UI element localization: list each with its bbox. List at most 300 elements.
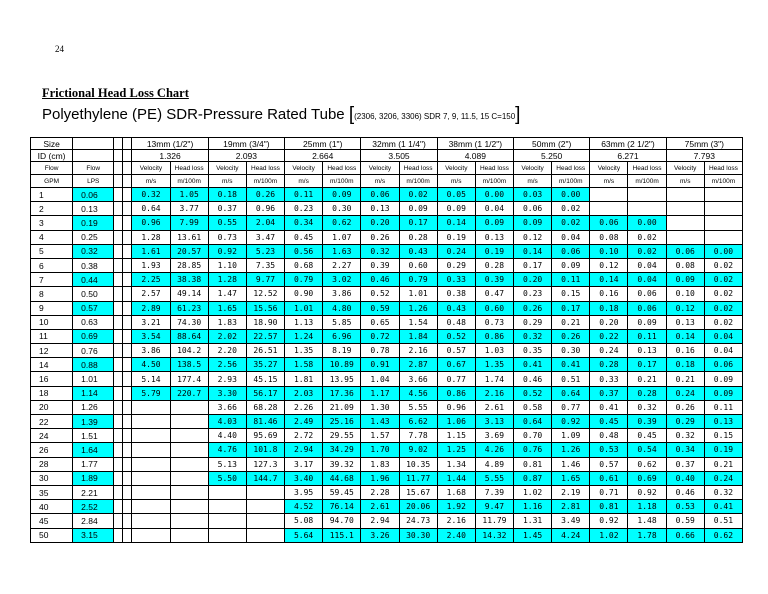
headloss-cell: 2.27: [323, 258, 361, 272]
headloss-cell: 0.30: [552, 344, 590, 358]
headloss-cell: 0.02: [552, 216, 590, 230]
pipe-size-header: 19mm (3/4"): [208, 138, 284, 150]
velocity-cell: 0.52: [361, 287, 399, 301]
headloss-cell: 0.15: [552, 287, 590, 301]
velocity-cell: 0.57: [437, 344, 475, 358]
velocity-header: Velocity: [132, 162, 170, 175]
velocity-cell: 1.34: [437, 457, 475, 471]
velocity-cell: 1.61: [132, 244, 170, 258]
velocity-cell: 0.46: [514, 372, 552, 386]
headloss-cell: 2.61: [475, 400, 513, 414]
velocity-unit: m/s: [666, 175, 704, 188]
velocity-cell: 0.71: [590, 485, 628, 499]
spacer-cell: [123, 244, 132, 258]
chart-title: Frictional Head Loss Chart: [42, 86, 189, 100]
headloss-cell: 0.19: [475, 244, 513, 258]
velocity-cell: 2.16: [437, 514, 475, 528]
gpm-cell: 10: [31, 315, 73, 329]
headloss-cell: 3.13: [475, 415, 513, 429]
lps-cell: 1.26: [73, 400, 114, 414]
velocity-cell: 2.02: [208, 329, 246, 343]
headloss-cell: 1.03: [475, 344, 513, 358]
velocity-cell: 0.33: [437, 273, 475, 287]
velocity-cell: 0.46: [666, 485, 704, 499]
headloss-cell: 0.21: [628, 372, 666, 386]
velocity-unit: m/s: [285, 175, 323, 188]
headloss-cell: [170, 429, 208, 443]
headloss-cell: 7.78: [399, 429, 437, 443]
spacer-cell: [114, 415, 123, 429]
headloss-cell: 1.65: [552, 471, 590, 485]
pipe-size-header: 38mm (1 1/2"): [437, 138, 513, 150]
headloss-cell: 0.86: [475, 329, 513, 343]
velocity-cell: 1.30: [361, 400, 399, 414]
pipe-size-header: 50mm (2"): [514, 138, 590, 150]
headloss-unit: m/100m: [704, 175, 742, 188]
headloss-cell: 0.26: [552, 329, 590, 343]
spacer-cell: [123, 287, 132, 301]
gpm-label: GPM: [31, 175, 73, 188]
header-blank: [114, 138, 123, 150]
velocity-cell: 1.28: [132, 230, 170, 244]
spacer-cell: [123, 485, 132, 499]
gpm-cell: 22: [31, 415, 73, 429]
headloss-cell: 144.7: [246, 471, 284, 485]
spacer-cell: [123, 188, 132, 202]
headloss-cell: [246, 528, 284, 542]
pipe-id-value: 1.326: [132, 150, 208, 162]
table-row: [31, 358, 743, 372]
velocity-cell: 2.94: [361, 514, 399, 528]
spacer-cell: [114, 500, 123, 514]
table-row: [31, 273, 743, 287]
velocity-cell: 0.24: [590, 344, 628, 358]
velocity-cell: 2.61: [361, 500, 399, 514]
headloss-cell: 0.30: [323, 202, 361, 216]
velocity-cell: 0.81: [590, 500, 628, 514]
headloss-cell: 3.86: [323, 287, 361, 301]
velocity-cell: 0.53: [666, 500, 704, 514]
velocity-cell: 0.34: [285, 216, 323, 230]
velocity-cell: 0.06: [666, 244, 704, 258]
table-row: [31, 443, 743, 457]
headloss-cell: 4.24: [552, 528, 590, 542]
table-row: [31, 344, 743, 358]
velocity-cell: [666, 202, 704, 216]
velocity-cell: [132, 485, 170, 499]
headloss-cell: 0.64: [552, 386, 590, 400]
velocity-cell: [132, 514, 170, 528]
velocity-cell: 2.26: [285, 400, 323, 414]
headloss-cell: 0.92: [628, 485, 666, 499]
headloss-cell: 0.13: [475, 230, 513, 244]
lps-cell: 0.69: [73, 329, 114, 343]
table-row: [31, 528, 743, 542]
headloss-cell: 29.55: [323, 429, 361, 443]
spacer-cell: [114, 258, 123, 272]
spacer-cell: [114, 528, 123, 542]
velocity-cell: 0.57: [590, 457, 628, 471]
spacer-cell: [123, 457, 132, 471]
headloss-cell: 0.00: [475, 188, 513, 202]
velocity-cell: 0.96: [437, 400, 475, 414]
headloss-cell: 0.09: [552, 258, 590, 272]
velocity-cell: 1.31: [514, 514, 552, 528]
velocity-cell: 0.33: [590, 372, 628, 386]
velocity-cell: 0.26: [361, 230, 399, 244]
headloss-cell: 10.35: [399, 457, 437, 471]
headloss-cell: 0.09: [704, 372, 742, 386]
velocity-cell: 3.26: [361, 528, 399, 542]
headloss-cell: 0.04: [475, 202, 513, 216]
headloss-cell: 0.13: [704, 415, 742, 429]
headloss-cell: 0.15: [704, 429, 742, 443]
headloss-header: Head loss: [323, 162, 361, 175]
headloss-cell: 127.3: [246, 457, 284, 471]
headloss-cell: 2.16: [399, 344, 437, 358]
velocity-cell: 5.50: [208, 471, 246, 485]
headloss-cell: 7.35: [246, 258, 284, 272]
lps-cell: 2.52: [73, 500, 114, 514]
velocity-cell: 1.47: [208, 287, 246, 301]
headloss-cell: 12.52: [246, 287, 284, 301]
velocity-cell: 0.18: [590, 301, 628, 315]
velocity-cell: 2.94: [285, 443, 323, 457]
headloss-cell: 3.66: [399, 372, 437, 386]
velocity-cell: [590, 188, 628, 202]
spacer-cell: [123, 400, 132, 414]
velocity-cell: 0.91: [361, 358, 399, 372]
spacer-cell: [123, 344, 132, 358]
velocity-cell: 0.77: [437, 372, 475, 386]
velocity-cell: [208, 514, 246, 528]
headloss-cell: 0.09: [628, 315, 666, 329]
velocity-cell: 0.37: [208, 202, 246, 216]
velocity-cell: 1.04: [361, 372, 399, 386]
headloss-unit: m/100m: [628, 175, 666, 188]
gpm-cell: 2: [31, 202, 73, 216]
headloss-cell: [170, 471, 208, 485]
gpm-cell: 1: [31, 188, 73, 202]
velocity-cell: [590, 202, 628, 216]
velocity-header: Velocity: [361, 162, 399, 175]
headloss-unit: m/100m: [475, 175, 513, 188]
subtitle-main: Polyethylene (PE) SDR-Pressure Rated Tube: [42, 106, 349, 123]
gpm-cell: 9: [31, 301, 73, 315]
velocity-cell: 1.70: [361, 443, 399, 457]
headloss-cell: 9.02: [399, 443, 437, 457]
headloss-cell: 0.06: [704, 358, 742, 372]
lps-cell: 1.14: [73, 386, 114, 400]
headloss-cell: 0.04: [704, 344, 742, 358]
table-row: [31, 315, 743, 329]
headloss-cell: 61.23: [170, 301, 208, 315]
headloss-cell: 11.77: [399, 471, 437, 485]
headloss-header: Head loss: [246, 162, 284, 175]
velocity-header: Velocity: [590, 162, 628, 175]
headloss-cell: 220.7: [170, 386, 208, 400]
spacer-cell: [114, 244, 123, 258]
headloss-cell: 0.04: [628, 273, 666, 287]
headloss-cell: 6.62: [399, 415, 437, 429]
table-row: [31, 386, 743, 400]
velocity-cell: 0.59: [361, 301, 399, 315]
velocity-cell: [132, 528, 170, 542]
headloss-cell: 0.09: [475, 216, 513, 230]
headloss-cell: 2.19: [552, 485, 590, 499]
lps-cell: 0.38: [73, 258, 114, 272]
velocity-cell: 0.58: [514, 400, 552, 414]
spacer-cell: [123, 500, 132, 514]
headloss-cell: 2.81: [552, 500, 590, 514]
headloss-cell: 0.00: [628, 216, 666, 230]
table-row: [31, 485, 743, 499]
headloss-cell: 1.18: [628, 500, 666, 514]
velocity-cell: [132, 471, 170, 485]
velocity-cell: [132, 415, 170, 429]
spacer-cell: [114, 514, 123, 528]
velocity-cell: 1.17: [361, 386, 399, 400]
velocity-cell: 0.52: [514, 386, 552, 400]
header-blank: [114, 150, 123, 162]
headloss-unit: m/100m: [552, 175, 590, 188]
velocity-cell: 1.83: [361, 457, 399, 471]
headloss-cell: 30.30: [399, 528, 437, 542]
velocity-cell: 1.96: [361, 471, 399, 485]
velocity-cell: 4.50: [132, 358, 170, 372]
headloss-cell: 0.51: [552, 372, 590, 386]
velocity-cell: 0.92: [590, 514, 628, 528]
velocity-cell: 0.53: [590, 443, 628, 457]
velocity-cell: 0.64: [514, 415, 552, 429]
velocity-cell: 2.40: [437, 528, 475, 542]
velocity-cell: 0.14: [437, 216, 475, 230]
velocity-cell: 1.92: [437, 500, 475, 514]
headloss-cell: 4.89: [475, 457, 513, 471]
table-row: [31, 429, 743, 443]
gpm-cell: 6: [31, 258, 73, 272]
size-label: Size: [31, 138, 73, 150]
velocity-cell: [132, 429, 170, 443]
spacer-cell: [114, 216, 123, 230]
headloss-cell: 0.04: [552, 230, 590, 244]
velocity-cell: [132, 443, 170, 457]
velocity-cell: 1.68: [437, 485, 475, 499]
velocity-cell: 0.41: [590, 400, 628, 414]
header-blank: [123, 138, 132, 150]
table-row: [31, 258, 743, 272]
headloss-cell: 45.15: [246, 372, 284, 386]
velocity-cell: 0.26: [514, 301, 552, 315]
headloss-cell: 3.02: [323, 273, 361, 287]
velocity-cell: 3.30: [208, 386, 246, 400]
gpm-cell: 45: [31, 514, 73, 528]
headloss-cell: 7.99: [170, 216, 208, 230]
headloss-cell: [170, 400, 208, 414]
velocity-cell: 0.59: [666, 514, 704, 528]
headloss-cell: 49.14: [170, 287, 208, 301]
headloss-cell: 0.21: [552, 315, 590, 329]
headloss-cell: [170, 528, 208, 542]
headloss-cell: 0.00: [552, 188, 590, 202]
headloss-cell: 0.02: [628, 230, 666, 244]
headloss-cell: 0.62: [704, 528, 742, 542]
lps-cell: 1.64: [73, 443, 114, 457]
headloss-header: Head loss: [170, 162, 208, 175]
table-row: [31, 202, 743, 216]
velocity-cell: 1.10: [208, 258, 246, 272]
velocity-cell: 0.17: [514, 258, 552, 272]
velocity-cell: [132, 500, 170, 514]
headloss-cell: 0.28: [399, 230, 437, 244]
table-row: [31, 372, 743, 386]
headloss-header: Head loss: [704, 162, 742, 175]
velocity-cell: 0.73: [208, 230, 246, 244]
velocity-cell: 0.32: [514, 329, 552, 343]
velocity-cell: 0.10: [590, 244, 628, 258]
headloss-cell: 0.11: [628, 329, 666, 343]
velocity-cell: 0.06: [590, 216, 628, 230]
spacer-cell: [114, 485, 123, 499]
spacer-cell: [114, 471, 123, 485]
velocity-header: Velocity: [437, 162, 475, 175]
velocity-cell: 0.39: [361, 258, 399, 272]
lps-cell: 2.84: [73, 514, 114, 528]
velocity-header: Velocity: [285, 162, 323, 175]
headloss-cell: 1.09: [552, 429, 590, 443]
headloss-cell: 0.02: [628, 244, 666, 258]
velocity-cell: 0.48: [437, 315, 475, 329]
velocity-cell: 0.24: [666, 386, 704, 400]
lps-cell: 0.44: [73, 273, 114, 287]
header-blank: [123, 162, 132, 175]
spacer-cell: [114, 457, 123, 471]
headloss-cell: 0.04: [704, 329, 742, 343]
velocity-cell: 0.68: [285, 258, 323, 272]
headloss-cell: 5.23: [246, 244, 284, 258]
spacer-cell: [114, 329, 123, 343]
headloss-cell: 0.19: [704, 443, 742, 457]
headloss-cell: 0.92: [552, 415, 590, 429]
velocity-cell: 0.64: [132, 202, 170, 216]
headloss-cell: 0.60: [399, 258, 437, 272]
header-blank: [123, 150, 132, 162]
velocity-cell: [208, 528, 246, 542]
headloss-cell: 1.63: [323, 244, 361, 258]
velocity-cell: 1.25: [437, 443, 475, 457]
velocity-header: Velocity: [208, 162, 246, 175]
velocity-cell: 2.20: [208, 344, 246, 358]
velocity-cell: 2.49: [285, 415, 323, 429]
headloss-cell: [170, 457, 208, 471]
headloss-cell: 4.80: [323, 301, 361, 315]
subtitle-bracket-open: [: [348, 104, 355, 125]
spacer-cell: [123, 514, 132, 528]
headloss-cell: 1.07: [323, 230, 361, 244]
velocity-cell: 0.09: [514, 216, 552, 230]
lps-cell: 0.19: [73, 216, 114, 230]
velocity-cell: 3.95: [285, 485, 323, 499]
headloss-cell: 2.87: [399, 358, 437, 372]
velocity-cell: 0.43: [437, 301, 475, 315]
headloss-cell: 38.38: [170, 273, 208, 287]
velocity-cell: 1.43: [361, 415, 399, 429]
spacer-cell: [123, 258, 132, 272]
spacer-cell: [114, 400, 123, 414]
velocity-cell: 1.02: [514, 485, 552, 499]
headloss-cell: 14.32: [475, 528, 513, 542]
spacer-cell: [123, 329, 132, 343]
lps-cell: 0.32: [73, 244, 114, 258]
lps-cell: 0.57: [73, 301, 114, 315]
spacer-cell: [114, 344, 123, 358]
headloss-cell: 0.51: [704, 514, 742, 528]
headloss-cell: 0.06: [552, 244, 590, 258]
headloss-header: Head loss: [399, 162, 437, 175]
headloss-cell: 2.04: [246, 216, 284, 230]
headloss-cell: 0.11: [704, 400, 742, 414]
headloss-cell: 1.05: [170, 188, 208, 202]
velocity-cell: 0.70: [514, 429, 552, 443]
headloss-cell: 34.29: [323, 443, 361, 457]
headloss-cell: 44.68: [323, 471, 361, 485]
headloss-cell: 22.57: [246, 329, 284, 343]
lps-label: LPS: [73, 175, 114, 188]
velocity-cell: 0.86: [437, 386, 475, 400]
velocity-header: Velocity: [514, 162, 552, 175]
pipe-id-value: 7.793: [666, 150, 742, 162]
velocity-cell: 0.11: [285, 188, 323, 202]
velocity-cell: 0.08: [590, 230, 628, 244]
velocity-cell: 0.13: [361, 202, 399, 216]
headloss-cell: 0.41: [704, 500, 742, 514]
velocity-header: Velocity: [666, 162, 704, 175]
headloss-cell: 20.06: [399, 500, 437, 514]
headloss-cell: [628, 202, 666, 216]
lps-cell: 3.15: [73, 528, 114, 542]
velocity-cell: 1.01: [285, 301, 323, 315]
velocity-cell: 0.66: [666, 528, 704, 542]
headloss-cell: 0.13: [628, 344, 666, 358]
gpm-cell: 11: [31, 329, 73, 343]
velocity-cell: 0.12: [590, 258, 628, 272]
headloss-cell: 0.02: [704, 258, 742, 272]
headloss-cell: 18.90: [246, 315, 284, 329]
velocity-cell: 0.78: [361, 344, 399, 358]
headloss-cell: 0.02: [704, 301, 742, 315]
gpm-cell: 35: [31, 485, 73, 499]
headloss-cell: 3.49: [552, 514, 590, 528]
headloss-cell: [628, 188, 666, 202]
pipe-size-header: 63mm (2 1/2"): [590, 138, 666, 150]
velocity-cell: 0.45: [285, 230, 323, 244]
headloss-cell: 0.39: [628, 415, 666, 429]
velocity-cell: 0.20: [514, 273, 552, 287]
velocity-cell: 1.13: [285, 315, 323, 329]
velocity-cell: 0.19: [437, 230, 475, 244]
velocity-cell: 0.90: [285, 287, 323, 301]
velocity-cell: 0.03: [514, 188, 552, 202]
velocity-cell: 0.16: [666, 344, 704, 358]
header-blank: [73, 138, 114, 150]
velocity-cell: 1.15: [437, 429, 475, 443]
headloss-cell: 5.85: [323, 315, 361, 329]
velocity-cell: 3.21: [132, 315, 170, 329]
gpm-cell: 26: [31, 443, 73, 457]
headloss-cell: 6.96: [323, 329, 361, 343]
velocity-cell: 0.35: [514, 344, 552, 358]
headloss-cell: 3.69: [475, 429, 513, 443]
